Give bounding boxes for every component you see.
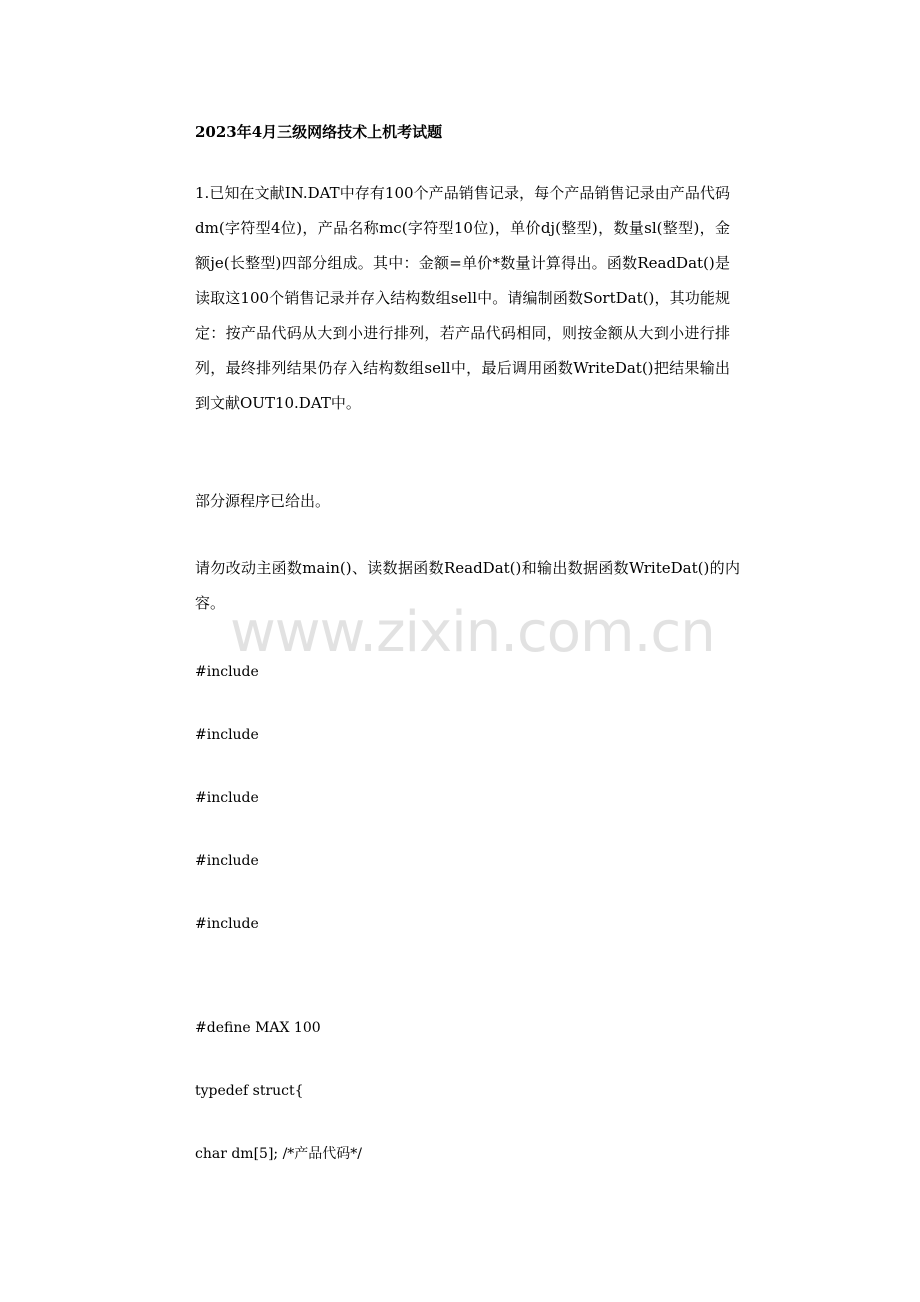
code-line-include-4: #include [195,853,259,869]
code-line-typedef-struct: typedef struct{ [195,1083,304,1099]
watermark: www.zixin.com.cn [230,600,715,665]
code-line-define-max: #define MAX 100 [195,1020,321,1036]
code-line-include-2: #include [195,727,259,743]
source-given-paragraph: 部分源程序已给出。 [195,492,331,510]
code-line-include-1: #include [195,664,259,680]
do-not-modify-paragraph: 请勿改动主函数main()、读数据函数ReadDat()和输出数据函数WriteDat()的内容。 [195,559,740,612]
document-title: 2023年4月三级网络技术上机考试题 [195,123,443,141]
code-line-char-dm: char dm[5]; /*产品代码*/ [195,1146,363,1162]
code-line-include-5: #include [195,916,259,932]
code-line-include-3: #include [195,790,259,806]
problem-description-paragraph: 1.已知在文献IN.DAT中存有100个产品销售记录，每个产品销售记录由产品代码dm(字符型4位)，产品名称mc(字符型10位)，单价dj(整型)，数量sl(整型)，金额je(长整型)四部分组成。其中：金额=单价*数量计算得出。函数ReadDat()是读取这100个销售记录并存入结构数组sell中。请编制函数SortDat()，其功能规定：按产品代码从大到小进行排列，若产品代码相同，则按金额从大到小进行排列，最终排列结果仍存入结构数组sell中，最后调用函数WriteDat()把结果输出到文献OUT10.DAT中。 [195,184,730,412]
